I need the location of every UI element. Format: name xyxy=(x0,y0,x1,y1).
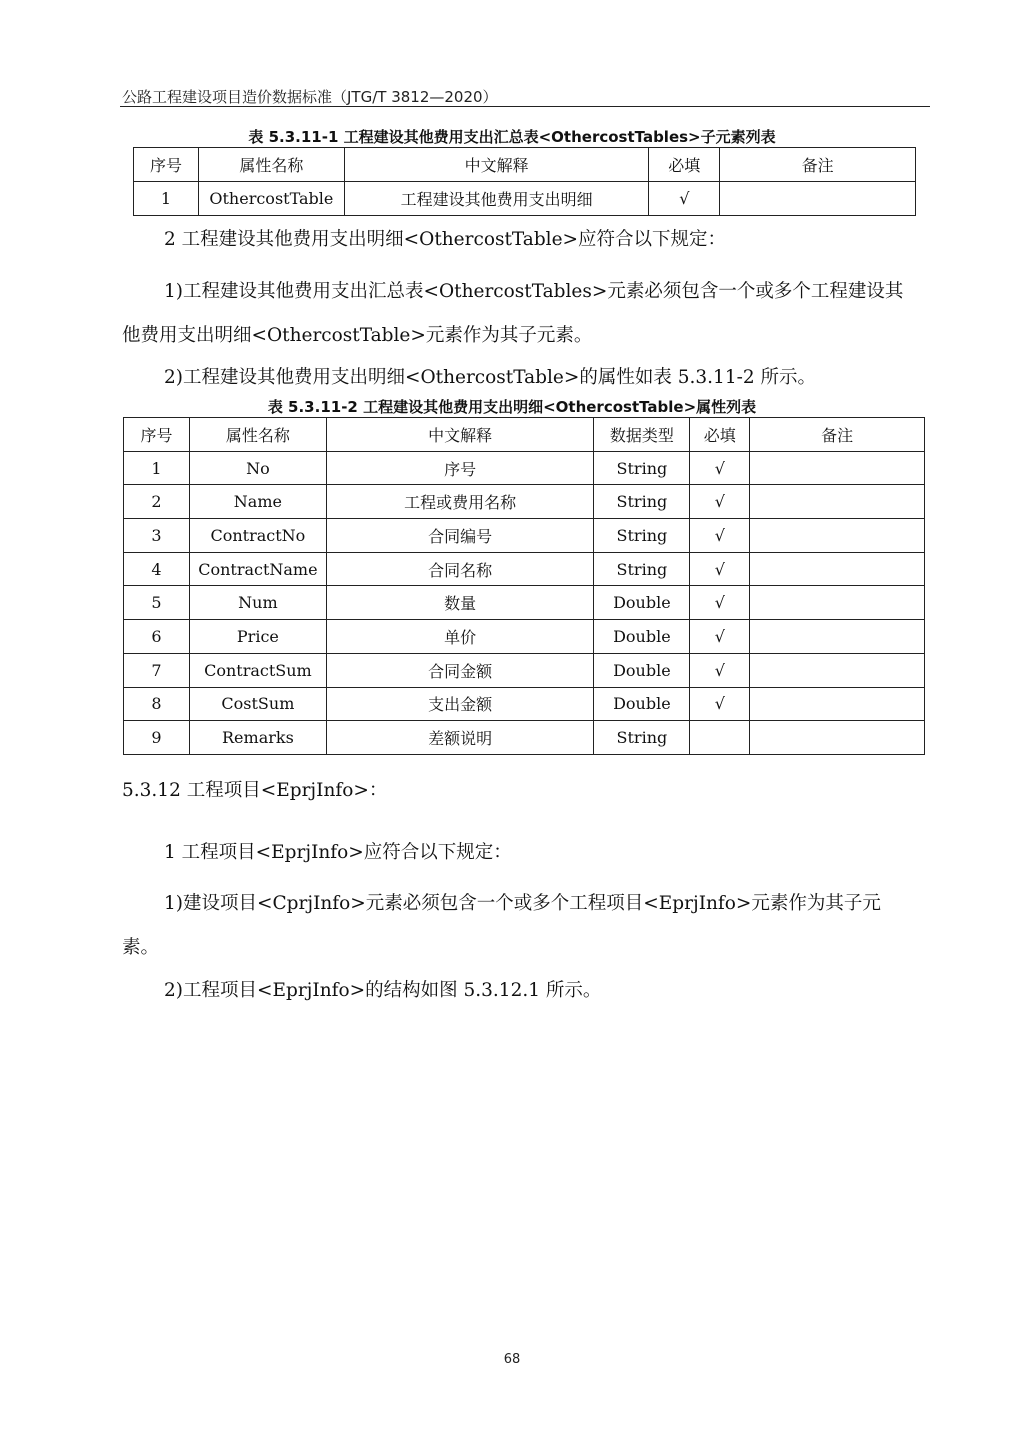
table-cell: √ xyxy=(690,552,750,586)
table-cell: Price xyxy=(189,620,326,654)
table1-col-header: 备注 xyxy=(720,148,916,182)
table-cell: ContractSum xyxy=(189,653,326,687)
table-cell xyxy=(750,620,925,654)
table-cell: √ xyxy=(649,182,720,216)
table2-body xyxy=(124,451,925,754)
table-cell xyxy=(690,721,750,755)
table-cell: 4 xyxy=(124,552,190,586)
table2-col-header: 备注 xyxy=(750,418,925,452)
table-row xyxy=(124,721,925,755)
table-cell xyxy=(750,721,925,755)
table-cell xyxy=(750,687,925,721)
table-cell xyxy=(750,451,925,485)
paragraph: 1 工程项目<EprjInfo>应符合以下规定： xyxy=(164,842,512,863)
header-rule xyxy=(120,106,930,107)
table-cell: 2 xyxy=(124,485,190,519)
table-cell: Double xyxy=(594,653,690,687)
table-row xyxy=(124,687,925,721)
table-cell: 支出金额 xyxy=(326,687,594,721)
paragraph: 2)工程项目<EprjInfo>的结构如图 5.3.12.1 所示。 xyxy=(164,980,602,1001)
table-cell: 1 xyxy=(124,451,190,485)
table-cell: No xyxy=(189,451,326,485)
table-cell: √ xyxy=(690,586,750,620)
table-cell: String xyxy=(594,485,690,519)
table1-header-row xyxy=(134,148,916,182)
table2-col-header: 属性名称 xyxy=(189,418,326,452)
table-cell xyxy=(750,552,925,586)
table-cell: String xyxy=(594,451,690,485)
table-cell: Double xyxy=(594,586,690,620)
table-cell: CostSum xyxy=(189,687,326,721)
table2-col-header: 序号 xyxy=(124,418,190,452)
table-cell xyxy=(750,653,925,687)
table-cell: 数量 xyxy=(326,586,594,620)
paragraph: 1)建设项目<CprjInfo>元素必须包含一个或多个工程项目<EprjInfo>元素作为其子元素。 xyxy=(122,893,881,958)
table-cell: 1 xyxy=(134,182,199,216)
table2 xyxy=(123,417,925,755)
table-row xyxy=(124,519,925,553)
paragraph: 1)工程建设其他费用支出汇总表<OthercostTables>元素必须包含一个或多个工程建设其他费用支出明细<OthercostTable>元素作为其子元素。 xyxy=(122,281,904,346)
table-cell: Name xyxy=(189,485,326,519)
table2-header-row xyxy=(124,418,925,452)
table-cell: 工程或费用名称 xyxy=(326,485,594,519)
table1-col-header: 属性名称 xyxy=(198,148,344,182)
table-cell: 7 xyxy=(124,653,190,687)
table-cell: √ xyxy=(690,451,750,485)
table2-col-header: 数据类型 xyxy=(594,418,690,452)
table1-col-header: 序号 xyxy=(134,148,199,182)
table1-caption: 表 5.3.11-1 工程建设其他费用支出汇总表<OthercostTables>子元素列表 xyxy=(248,128,776,146)
table-cell: 合同名称 xyxy=(326,552,594,586)
table-cell: 序号 xyxy=(326,451,594,485)
table-row xyxy=(124,586,925,620)
table2-col-header: 必填 xyxy=(690,418,750,452)
table-cell: String xyxy=(594,721,690,755)
table-cell: Double xyxy=(594,620,690,654)
table1-col-header: 必填 xyxy=(649,148,720,182)
table-cell: Double xyxy=(594,687,690,721)
table1 xyxy=(133,147,916,216)
table2-caption: 表 5.3.11-2 工程建设其他费用支出明细<OthercostTable>属性列表 xyxy=(267,398,757,416)
table-cell: √ xyxy=(690,485,750,519)
table-row xyxy=(124,552,925,586)
table-cell: Remarks xyxy=(189,721,326,755)
running-header: 公路工程建设项目造价数据标准（JTG/T 3812—2020） xyxy=(122,88,498,106)
table-cell: ContractNo xyxy=(189,519,326,553)
table-cell: √ xyxy=(690,620,750,654)
table-cell: √ xyxy=(690,653,750,687)
table-row xyxy=(124,451,925,485)
table-cell: 单价 xyxy=(326,620,594,654)
table2-col-header: 中文解释 xyxy=(326,418,594,452)
table-cell: 9 xyxy=(124,721,190,755)
table-cell: ContractName xyxy=(189,552,326,586)
table-cell xyxy=(750,586,925,620)
table-cell: √ xyxy=(690,687,750,721)
table-cell: √ xyxy=(690,519,750,553)
table-cell: String xyxy=(594,519,690,553)
table-cell: 8 xyxy=(124,687,190,721)
table-cell: 3 xyxy=(124,519,190,553)
paragraph: 2)工程建设其他费用支出明细<OthercostTable>的属性如表 5.3.11-2 所示。 xyxy=(164,367,816,388)
table-row xyxy=(124,485,925,519)
table1-col-header: 中文解释 xyxy=(344,148,649,182)
table-cell xyxy=(750,485,925,519)
table-cell: 5 xyxy=(124,586,190,620)
table-cell: 6 xyxy=(124,620,190,654)
section-heading: 5.3.12 工程项目<EprjInfo>： xyxy=(122,780,388,801)
table-cell: 合同金额 xyxy=(326,653,594,687)
table-cell xyxy=(720,182,916,216)
table-cell: 差额说明 xyxy=(326,721,594,755)
table-cell xyxy=(750,519,925,553)
table-cell: 合同编号 xyxy=(326,519,594,553)
page-number: 68 xyxy=(503,1352,521,1367)
table-cell: OthercostTable xyxy=(198,182,344,216)
table-cell: Num xyxy=(189,586,326,620)
table-row xyxy=(124,620,925,654)
paragraph: 2 工程建设其他费用支出明细<OthercostTable>应符合以下规定： xyxy=(164,229,727,250)
table-cell: String xyxy=(594,552,690,586)
table-row xyxy=(124,653,925,687)
table-cell: 工程建设其他费用支出明细 xyxy=(344,182,649,216)
table-row xyxy=(134,182,916,216)
